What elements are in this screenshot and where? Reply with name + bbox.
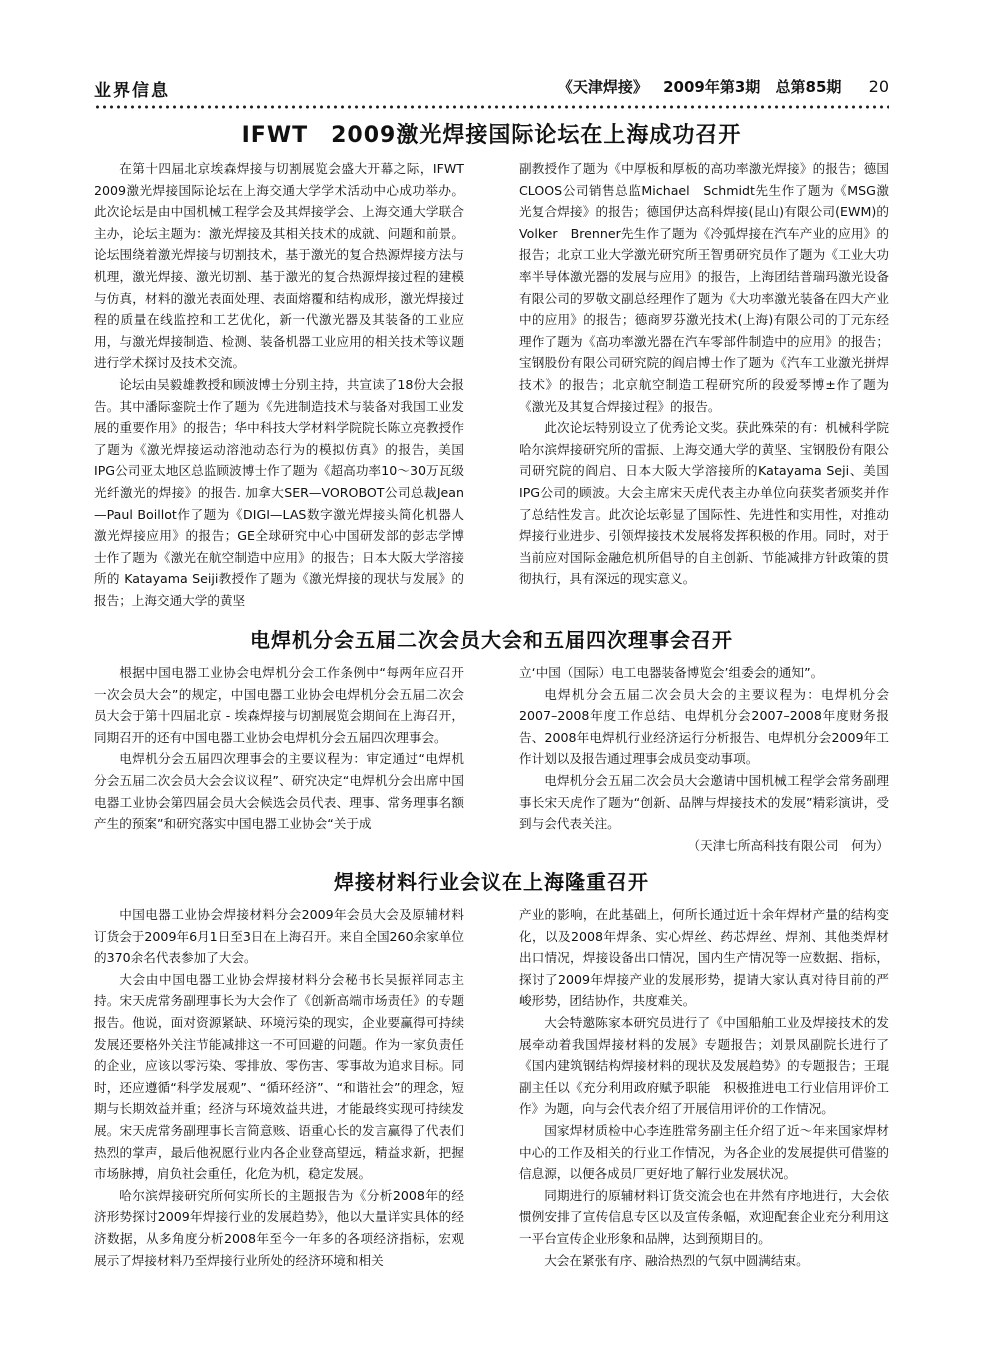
article-column-right — [519, 158, 889, 590]
article-column-right — [519, 662, 889, 856]
article-column-left — [94, 158, 464, 611]
paragraph: 中国电器工业协会焊接材料分会2009年会员大会及原辅材料订货会于2009年6月1日至3日在上海召开。来自全国260余家单位的370余名代表参加了大会。 — [94, 907, 464, 966]
journal-name: 《天津焊接》 — [557, 78, 648, 96]
paragraph: 大会由中国电器工业协会焊接材料分会秘书长吴振祥同志主持。宋天虎常务副理事长为大会作了《创新高端市场责任》的专题报告。他说，面对资源紧缺、环境污染的现实，企业要赢得可持续发展还要格外关注节能减排这一不可回避的问题。作为一家负责任的企业，应该以零污染、零排放、零伤害、零事故为追求目标。同时，还应遵循“科学发展观”、“循环经济”、“和谐社会”的理念，短期与长期效益并重；经济与环境效益共进，才能最终实现可持续发展。宋天虎常务副理事长言简意赅、语重心长的发言赢得了代表们热烈的掌声，最后他祝愿行业内各企业登高望远，精益求新，把握市场脉搏，肩负社会重任，化危为机，稳定发展。 — [94, 971, 464, 1182]
page-number: 20 — [868, 77, 889, 96]
total-issue: 总第85期 — [775, 78, 842, 96]
header-dotted-rule — [94, 104, 889, 110]
paragraph: 在第十四届北京埃森焊接与切割展览会盛大开幕之际，IFWT 2009激光焊接国际论坛在上海交通大学学术活动中心成功举办。此次论坛是由中国机械工程学会及其焊接学会、上海交通大学联合主办，论坛主题为：激光焊接及其相关技术的成就、问题和前景。论坛围绕着激光焊接与切割技术，基于激光的复合热源焊接方法与机理，激光焊接、激光切割、基于激光的复合热源焊接过程的建模与仿真，材料的激光表面处理、表面熔覆和结构成形，激光焊接过程的质量在线监控和工艺优化，新一代激光器及其装备的工业应用，与激光焊接制造、检测、装备机器工业应用的相关技术等议题进行学术探讨及技术交流。 — [94, 161, 464, 371]
paragraph: 副教授作了题为《中厚板和厚板的高功率激光焊接》的报告；德国CLOOS公司销售总监Michael Schmidt先生作了题为《MSG激光复合焊接》的报告；德国伊达高科焊接(昆山)有限公司(EWM)的Volker Brenner先生作了题为《冷弧焊接在汽车产业的应用》的报告；北京工业大学激光研究所王智勇研究员作了题为《工业大功率半导体激光器的发展与应用》的报告，上海团结普瑞玛激光设备有限公司的罗敬文副总经理作了题为《大功率激光装备在四大产业中的应用》的报告；德商罗芬激光技术(上海)有限公司的丁元东经理作了题为《高功率激光器在汽车零部件制造中的应用》的报告；宝钢股份有限公司研究院的阎启博士作了题为《汽车工业激光拼焊技术》的报告；北京航空制造工程研究所的段爱琴博±作了题为《激光及其复合焊接过程》的报告。 — [519, 161, 889, 414]
paragraph: 电焊机分会五届二次会员大会邀请中国机械工程学会常务副理事长宋天虎作了题为“创新、品牌与焊接技术的发展”精彩演讲，受到与会代表关注。 — [519, 772, 889, 832]
journal-info — [548, 76, 889, 97]
paragraph: 论坛由吴毅雄教授和顾波博士分别主持，共宣读了18份大会报告。其中潘际銮院士作了题为《先进制造技术与装备对我国工业发展的重要作用》的报告；华中科技大学材料学院院长陈立亮教授作了题为《激光焊接运动溶池动态行为的模拟仿真》的报告，美国IPG公司亚太地区总监顾波博士作了题为《超高功率10～30万瓦级光纤激光的焊接》的报告. 加拿大SER—VOROBOT公司总裁Jean—Paul Boillot作了题为《DIGI—LAS数字激光焊接头简化机器人激光焊接应用》的报告；GE全球研究中心中国研发部的彭志学博士作了题为《激光在航空制造中应用》的报告；日本大阪大学溶接所的 Katayama Seiji教授作了题为《激光焊接的现状与发展》的报告；上海交通大学的黄坚 — [94, 376, 464, 608]
article-title: 电焊机分会五届二次会员大会和五届四次理事会召开 — [250, 628, 733, 652]
paragraph: 大会在紧张有序、融洽热烈的气氛中圆满结束。 — [544, 1252, 809, 1268]
article-title: IFWT 2009激光焊接国际论坛在上海成功召开 — [241, 123, 742, 148]
page-header — [94, 76, 889, 102]
paragraph: 国家焊材质检中心李连胜常务副主任介绍了近～年来国家焊材中心的工作及相关的行业工作情况，为各企业的发展提供可借鉴的信息源，以便各成员厂更好地了解行业发展状况。 — [519, 1122, 889, 1182]
paragraph: 此次论坛特别设立了优秀论文奖。获此殊荣的有：机械科学院哈尔滨焊接研究所的雷振、上海交通大学的黄坚、宝钢股份有限公司研究院的阎启、日本大阪大学溶接所的Katayama Seji、美国IPG公司的顾波。大会主席宋天虎代表主办单位向获奖者颁奖并作了总结性发言。此次论坛彰显了国际性、先进性和实用性，对推动焊接行业进步、引领焊接技术发展将发挥积极的作用。同时，对于当前应对国际金融危机所倡导的自主创新、节能减排方针政策的贯彻执行，具有深远的现实意义。 — [519, 420, 889, 587]
article-column-left — [94, 904, 464, 1271]
article-title: 焊接材料行业会议在上海隆重召开 — [334, 870, 649, 894]
paragraph: 大会特邀陈家本研究员进行了《中国船舶工业及焊接技术的发展牵动着我国焊接材料的发展》专题报告；刘景凤副院长进行了《国内建筑钢结构焊接材料的现状及发展趋势》的专题报告；王琨副主任以《充分利用政府赋予职能 积极推进电工行业信用评价工作》为题，向与会代表介绍了开展信用评价的工作情况。 — [519, 1014, 889, 1117]
byline: （天津七所高科技有限公司 何为） — [687, 837, 889, 853]
issue-number: 2009年第3期 — [663, 78, 761, 96]
paragraph: 电焊机分会五届四次理事会的主要议程为：审定通过“电焊机分会五届二次会员大会会议议程”、研究决定“电焊机分会出席中国电器工业协会第四届会员大会候选会员代表、理事、常务理事名额产生的预案”和研究落实中国电器工业协会“关于成 — [94, 751, 464, 832]
paragraph: 根据中国电器工业协会电焊机分会工作条例中“每两年应召开一次会员大会”的规定，中国电器工业协会电焊机分会五届二次会员大会于第十四届北京 - 埃森焊接与切割展览会期间在上海召开，同期召开的还有中国电器工业协会电焊机分会五届四次理事会。 — [94, 665, 464, 745]
article-column-right — [519, 904, 889, 1271]
paragraph: 哈尔滨焊接研究所何实所长的主题报告为《分析2008年的经济形势探讨2009年焊接行业的发展趋势》，他以大量详实具体的经济数据，从多角度分析2008年至今一年多的各项经济指标，宏观展示了焊接材料乃至焊接行业所处的经济环境和相关 — [94, 1187, 464, 1268]
paragraph: 产业的影响，在此基础上，何所长通过近十余年焊材产量的结构变化，以及2008年焊条、实心焊丝、药芯焊丝、焊剂、其他类焊材出口情况，焊接设备出口情况，国内生产情况等一应数据、指标，探讨了2009年焊接产业的发展形势，提请大家认真对待目前的严峻形势，团结协作，共度难关。 — [519, 907, 889, 1009]
paragraph: 电焊机分会五届二次会员大会的主要议程为：电焊机分会2007–2008年度工作总结、电焊机分会2007–2008年度财务报告、2008年电焊机行业经济运行分析报告、电焊机分会2009年工作计划以及报告通过理事会成员变动事项。 — [519, 686, 889, 767]
paragraph: 立‘中国（国际）电工电器装备博览会’组委会的通知”。 — [519, 665, 824, 680]
section-name: 业界信息 — [94, 81, 170, 101]
paragraph: 同期进行的原辅材料订货交流会也在井然有序地进行，大会依惯例安排了宣传信息专区以及宣传条幅，欢迎配套企业充分利用这一平台宣传企业形象和品牌，达到预期目的。 — [519, 1187, 889, 1246]
article-column-left — [94, 662, 464, 835]
